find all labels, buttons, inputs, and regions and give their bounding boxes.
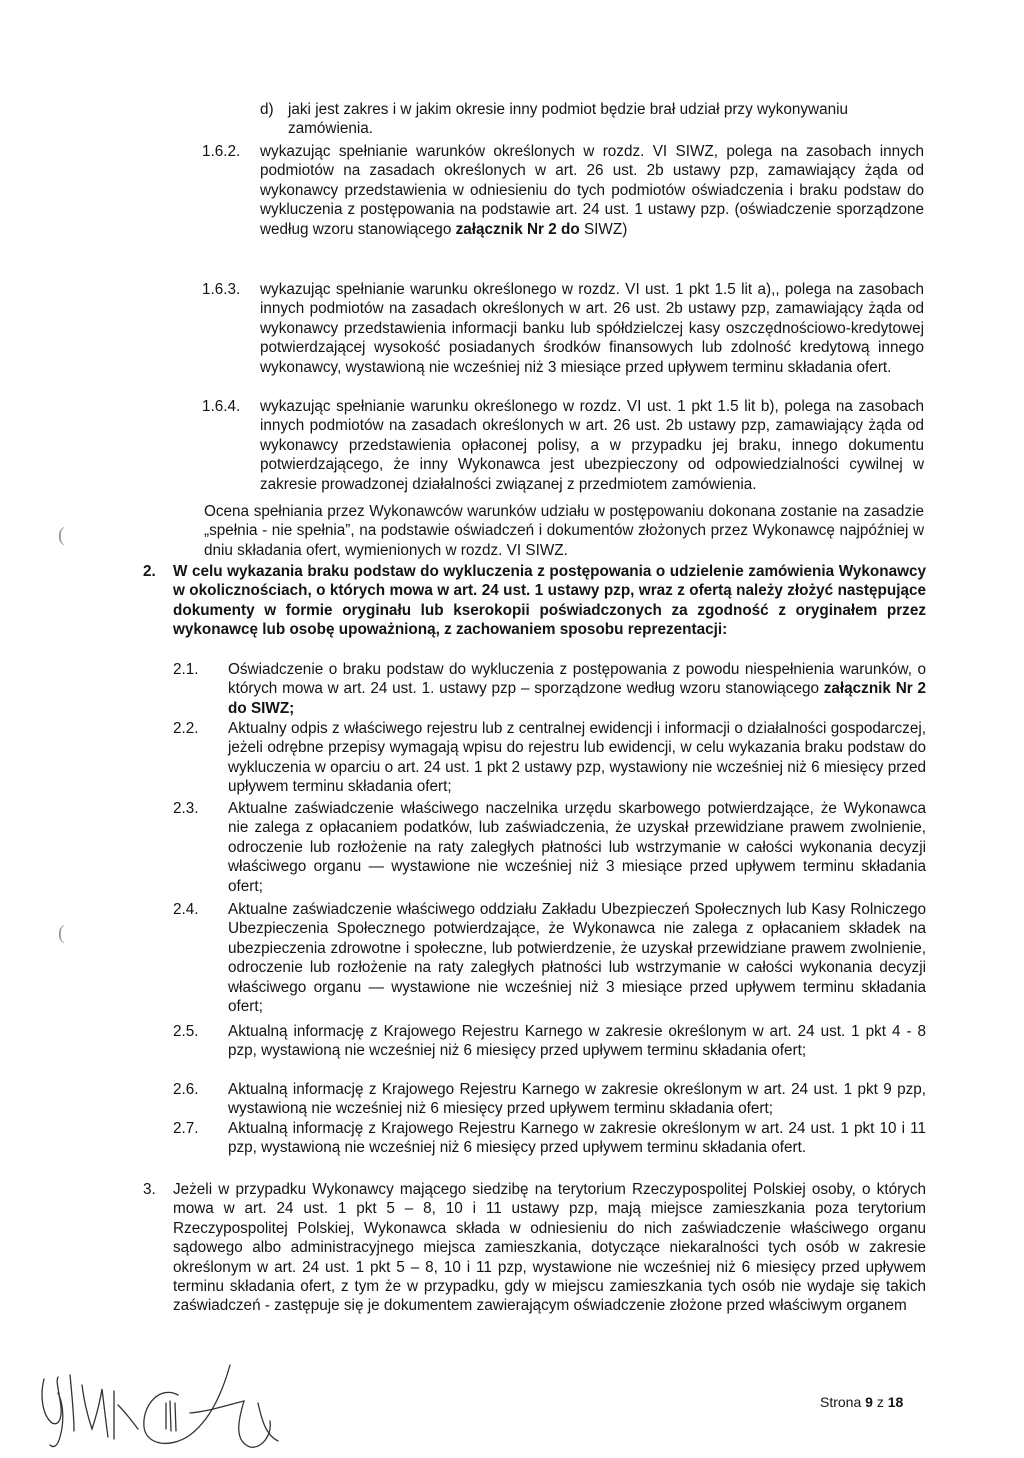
section-2-5-text: Aktualną informację z Krajowego Rejestru Karnego w zakresie określonym w art. 24 ust. 1 pkt 4 - 8 pzp, wystawioną nie wcześniej niż 6 miesięcy przed upływem terminu składania ofert;: [228, 1023, 926, 1060]
section-2-heading: W celu wykazania braku podstaw do wykluczenia z postępowania o udzielenie zamówienia Wykonawcy w okolicznościach, o których mowa w art. 24 ust. 1 ustawy pzp, wraz z ofertą należy złożyć następujące dokumenty w formie oryginału lub kserokopii poświadczonych za zgodność z oryginałem przez wykonawcę lub osobę upoważnioną, z zachowaniem sposobu reprezentacji:: [173, 563, 926, 639]
section-1-6-2-text: [260, 142, 924, 239]
section-1-6-4-text: wykazując spełnianie warunku określonego w rozdz. VI ust. 1 pkt 1.5 lit b), polega na zasobach innych podmiotów na zasadach określonych w art. 26 ust. 2b ustawy pzp, zamawiający żąda od wykonawcy przedstawienia opłaconej polisy, a w przypadku jej braku, innego dokumentu potwierdzającego, że inny Wykonawca jest ubezpieczony od odpowiedzialności cywilnej w zakresie prowadzonej działalności związanej z przedmiotem zamówienia.: [260, 398, 924, 493]
section-2-number: 2.: [143, 563, 156, 580]
page-footer: [820, 1394, 903, 1410]
section-2-2-number: 2.2.: [173, 720, 199, 737]
page-number: 9: [865, 1394, 873, 1410]
footer-separator: z: [872, 1394, 888, 1410]
section-2-5-number: 2.5.: [173, 1023, 199, 1040]
page-total: 18: [887, 1394, 904, 1410]
section-2-1-text-a: Oświadczenie o braku podstaw do wykluczenia z postępowania z powodu niespełnienia warunków, o których mowa w art. 24 ust. 1. ustawy pzp – sporządzone według wzoru stanowiącego: [228, 661, 926, 698]
evaluation-paragraph: Ocena spełniania przez Wykonawców warunków udziału w postępowaniu dokonana zostanie na zasadzie „spełnia - nie spełnia”, na podstawie oświadczeń i dokumentów złożonych przez Wykonawcę najpóźniej w dniu składania ofert, wymienionych w rozdz. VI SIWZ.: [204, 503, 924, 559]
section-2-2-text: Aktualny odpis z właściwego rejestru lub z centralnej ewidencji i informacji o działalności gospodarczej, jeżeli odrębne przepisy wymagają wpisu do rejestru lub ewidencji, w celu wykazania braku podstaw do wykluczenia w oparciu o art. 24 ust. 1 pkt 2 ustawy pzp, wystawiony nie wcześniej niż 6 miesięcy przed upływem terminu składania ofert;: [228, 720, 926, 796]
section-2-3-text: Aktualne zaświadczenie właściwego naczelnika urzędu skarbowego potwierdzające, że Wykonawca nie zalega z opłacaniem podatków, lub zaświadczenia, że uzyskał przewidziane prawem zwolnienie, odroczenie lub rozłożenie na raty zaległych płatności lub wstrzymanie w całości wykonania decyzji właściwego organu — wystawione nie wcześniej niż 3 miesiące przed upływem terminu składania ofert;: [228, 800, 926, 895]
item-d-text: jaki jest zakres i w jakim okresie inny podmiot będzie brał udział przy wykonywaniu zamówienia.: [288, 101, 848, 138]
section-2-6-number: 2.6.: [173, 1081, 199, 1098]
section-2-1-number: 2.1.: [173, 661, 199, 678]
attachment-reference: załącznik Nr 2 do: [455, 220, 580, 238]
section-2-4-text: Aktualne zaświadczenie właściwego oddziału Zakładu Ubezpieczeń Społecznych lub Kasy Rolniczego Ubezpieczenia Społecznego potwierdzające, że Wykonawca nie zalega z opłacaniem składek na ubezpieczenia zdrowotne i społeczne, lub potwierdzenie, że uzyskał przewidziane prawem zwolnienie, odroczenie lub rozłożenie na raty zaległych płatności lub wstrzymanie w całości wykonania decyzji właściwego organu — wystawione nie wcześniej niż 3 miesiące przed upływem terminu składania ofert;: [228, 901, 926, 1016]
section-1-6-3-number: 1.6.3.: [202, 281, 241, 298]
section-2-1-text: [228, 660, 926, 718]
item-d-number: d): [260, 101, 274, 118]
section-2-4-number: 2.4.: [173, 901, 199, 918]
section-3-number: 3.: [143, 1181, 156, 1198]
section-2-7-text: Aktualną informację z Krajowego Rejestru Karnego w zakresie określonym w art. 24 ust. 1 pkt 10 i 11 pzp, wystawioną nie wcześniej niż 6 miesięcy przed upływem terminu składania ofert.: [228, 1120, 926, 1157]
handwritten-initials-icon: [30, 1345, 320, 1455]
margin-mark: (: [58, 524, 65, 546]
section-2-6-text: Aktualną informację z Krajowego Rejestru Karnego w zakresie określonym w art. 24 ust. 1 pkt 9 pzp, wystawioną nie wcześniej niż 6 miesięcy przed upływem terminu składania ofert;: [228, 1081, 926, 1118]
section-2-7-number: 2.7.: [173, 1120, 199, 1137]
section-1-6-3-text: wykazując spełnianie warunku określonego w rozdz. VI ust. 1 pkt 1.5 lit a),, polega na zasobach innych podmiotów na zasadach określonych w art. 26 ust. 2b ustawy pzp, zamawiający żąda od wykonawcy przedstawienia informacji banku lub spółdzielczej kasy oszczędnościowo-kredytowej potwierdzającej wysokość posiadanych środków finansowych lub zdolność kredytową innego wykonawcy, wystawioną nie wcześniej niż 3 miesiące przed upływem terminu składania ofert.: [260, 281, 924, 376]
section-1-6-2-text-a: wykazując spełnianie warunków określonych w rozdz. VI SIWZ, polega na zasobach innych podmiotów na zasadach określonych w art. 26 ust. 2b ustawy pzp, zamawiający żąda od wykonawcy przedstawienia w odniesieniu do tych podmiotów oświadczenia i braku podstaw do wykluczenia z postępowania na podstawie art. 24 ust. 1 ustawy pzp. (oświadczenie sporządzone według wzoru stanowiącego: [260, 143, 924, 238]
footer-prefix: Strona: [820, 1394, 866, 1410]
margin-mark: (: [58, 922, 65, 944]
attachment-reference: załącznik Nr 2 do SIWZ;: [228, 680, 926, 717]
section-2-3-number: 2.3.: [173, 800, 199, 817]
section-1-6-2-number: 1.6.2.: [202, 143, 241, 160]
section-1-6-2-text-b: SIWZ): [579, 220, 628, 238]
section-1-6-4-number: 1.6.4.: [202, 398, 241, 415]
section-3-text: Jeżeli w przypadku Wykonawcy mającego siedzibę na terytorium Rzeczypospolitej Polskiej osoby, o których mowa w art. 24 ust. 1 pkt 5 – 8, 10 i 11 ustawy pzp, mają miejsce zamieszkania poza terytorium Rzeczypospolitej Polskiej, Wykonawca składa w odniesieniu do nich zaświadczenie właściwego organu sądowego albo administracyjnego miejsca zamieszkania, dotyczące niekaralności tych osób w zakresie określonym w art. 24 ust. 1 pkt 5 – 8, 10 i 11 pzp, wystawione nie wcześniej niż 6 miesięcy przed upływem terminu składania ofert, z tym że w przypadku, gdy w miejscu zamieszkania tych osób nie wydaje się takich zaświadczeń - zastępuje się je dokumentem zawierającym oświadczenie złożone przed właściwym organem: [173, 1181, 926, 1315]
